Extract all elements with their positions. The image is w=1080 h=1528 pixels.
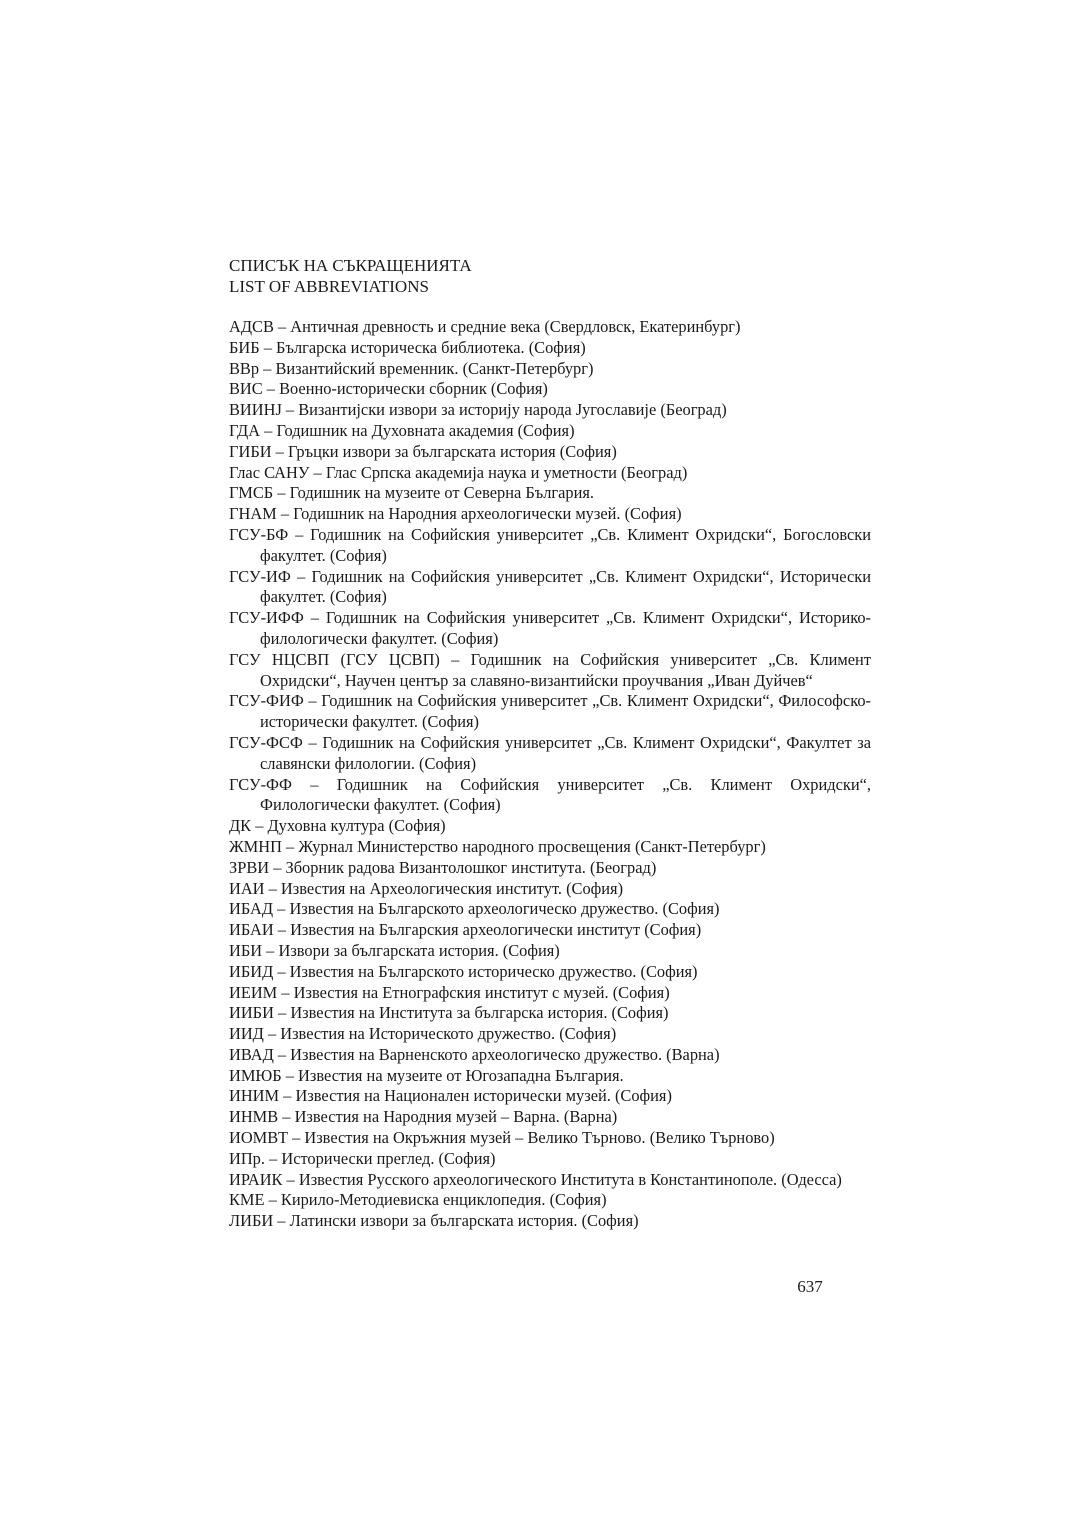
abbreviation-entry: ВИИНЈ – Византијски извори за историју народа Југославије (Београд) bbox=[229, 400, 727, 420]
abbreviation-entry: Глас САНУ – Глас Српска академија наука и уметности (Београд) bbox=[229, 462, 688, 482]
abbreviation-entry: ГСУ-ФИФ – Годишник на Софийския университет „Св. Климент Охридски“, Философско-исторически факултет. (София) bbox=[229, 691, 871, 732]
abbreviation-entry: ГНАМ – Годишник на Народния археологически музей. (София) bbox=[229, 504, 682, 524]
abbreviation-entry: ИРАИК – Известия Русского археологического Института в Константинополе. (Одесса) bbox=[229, 1169, 842, 1189]
abbreviation-entry: ГСУ-ИФФ – Годишник на Софийския университет „Св. Климент Охридски“, Историко-филологически факултет. (София) bbox=[229, 608, 871, 648]
abbreviation-entry: ВИС – Военно-исторически сборник (София) bbox=[229, 379, 548, 399]
abbreviation-entry: КМЕ – Кирило-Методиевиска енциклопедия. (София) bbox=[229, 1190, 607, 1210]
abbreviation-entry: ГСУ-ФФ – Годишник на Софийския университет „Св. Климент Охридски“, Филологически факултет. (София) bbox=[229, 774, 871, 815]
abbreviation-entry: ВВр – Византийский временник. (Санкт-Петербург) bbox=[229, 358, 594, 378]
abbreviation-entry: ГДА – Годишник на Духовната академия (София) bbox=[229, 420, 575, 440]
abbreviation-entry: ЖМНП – Журнал Министерство народного просвещения (Санкт-Петербург) bbox=[229, 836, 766, 856]
heading-title-bulgarian: СПИСЪК НА СЪКРАЩЕНИЯТА bbox=[229, 256, 472, 275]
abbreviation-entry: ИАИ – Известия на Археологическия институт. (София) bbox=[229, 878, 624, 898]
abbreviation-entry: ИБАИ – Известия на Българския археологически институт (София) bbox=[229, 920, 702, 940]
abbreviation-entry: ИМЮБ – Известия на музеите от Югозападна България. bbox=[229, 1065, 624, 1085]
abbreviation-entry: ЛИБИ – Латински извори за българската история. (София) bbox=[229, 1211, 639, 1231]
abbreviation-entry: ИБАД – Известия на Българското археологическо дружество. (София) bbox=[229, 899, 720, 919]
abbreviation-entry: БИБ – Българска историческа библиотека. (София) bbox=[229, 337, 586, 357]
abbreviation-entry: ИЕИМ – Известия на Етнографския институт с музей. (София) bbox=[229, 982, 670, 1002]
abbreviation-entry: ИНИМ – Известия на Национален исторически музей. (София) bbox=[229, 1086, 672, 1106]
abbreviation-entry: ИНМВ – Известия на Народния музей – Варна. (Варна) bbox=[229, 1107, 618, 1127]
abbreviations-list bbox=[229, 317, 871, 1232]
heading-title-english: LIST OF ABBREVIATIONS bbox=[229, 277, 429, 296]
abbreviation-entry: ИПр. – Исторически преглед. (София) bbox=[229, 1148, 496, 1168]
abbreviation-entry: ГСУ НЦСВП (ГСУ ЦСВП) – Годишник на Софийския университет „Св. Климент Охридски“, Научен център за славяно-византийски проучвания „Иван Дуйчев“ bbox=[229, 649, 871, 690]
abbreviation-entry: ГСУ-ФСФ – Годишник на Софийския университет „Св. Климент Охридски“, Факултет за славянски филологии. (София) bbox=[229, 732, 871, 773]
abbreviation-entry: ГМСБ – Годишник на музеите от Северна България. bbox=[229, 483, 595, 503]
abbreviation-entry: ДК – Духовна култура (София) bbox=[229, 816, 446, 836]
abbreviation-entry: ИВАД – Известия на Варненското археологическо дружество. (Варна) bbox=[229, 1044, 720, 1064]
abbreviation-entry: ИБИ – Извори за българската история. (София) bbox=[229, 940, 560, 960]
page-number: 637 bbox=[797, 1277, 823, 1296]
abbreviation-entry: ИИД – Известия на Историческото дружество. (София) bbox=[229, 1024, 617, 1044]
abbreviation-entry: ИИБИ – Известия на Института за българска история. (София) bbox=[229, 1003, 669, 1023]
abbreviation-entry: ИОМВТ – Известия на Окръжния музей – Велико Търново. (Велико Търново) bbox=[229, 1128, 775, 1148]
abbreviation-entry: ЗРВИ – Зборник радова Византолошког института. (Београд) bbox=[229, 857, 657, 877]
abbreviation-entry: АДСВ – Античная древность и средние века (Свердловск, Екатеринбург) bbox=[229, 317, 741, 336]
abbreviation-entry: ГСУ-ИФ – Годишник на Софийския университет „Св. Климент Охридски“, Исторически факултет. (София) bbox=[229, 566, 871, 607]
section-heading bbox=[229, 255, 871, 297]
abbreviation-entry: ГСУ-БФ – Годишник на Софийския университет „Св. Климент Охридски“, Богословски факултет. (София) bbox=[229, 524, 871, 565]
abbreviation-entry: ГИБИ – Гръцки извори за българската история (София) bbox=[229, 441, 617, 461]
abbreviation-entry: ИБИД – Известия на Българското историческо дружество. (София) bbox=[229, 961, 698, 981]
